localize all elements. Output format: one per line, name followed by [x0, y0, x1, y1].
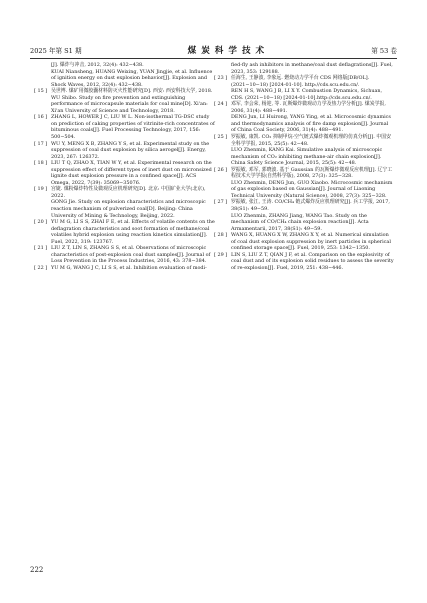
reference-entry	[34, 114, 216, 140]
reference-text: GONG Jie. Study on explosion characteristics and microscopic reaction mechanism of pulverized coal[D]. Beijing: China University of Mining & Technology, Beijing, 2022.	[51, 199, 206, 219]
reference-number: [ 24 ]	[214, 101, 228, 108]
reference-text: DENG Jun, LI Huirong, YANG Ying, et al. Microcosmic dynamics and thermodynamics analysis of fire damp explosion[J]. Journal of China Coal Society, 2006, 31(4): 488−491.	[231, 114, 391, 134]
reference-entry	[34, 186, 216, 219]
reference-entry	[34, 141, 216, 161]
reference-text: LIN S, LIU Z T, QIAN J F, et al. Comparison on the explosivity of coal dust and of its explosion solid residues to assess the severity of re-explosion[J]. Fuel, 2019, 251: 438−446.	[231, 251, 394, 271]
reference-number: [ 23 ]	[214, 75, 228, 82]
reference-number: [ 21 ]	[34, 245, 48, 252]
reference-entry	[214, 75, 394, 101]
reference-text: [J]. 爆炸与冲击, 2012, 32(4): 432−438.	[51, 62, 144, 68]
reference-number: [ 20 ]	[34, 219, 48, 226]
reference-text: YU M G, LI S S, ZHAI F E, et al. Effects of volatile contents on the deflagration characteristics and soot formation of methane/coal volatiles hybrid explosion using reaction kinetics simulation[J]. Fuel, 2022, 319: 123767.	[51, 219, 215, 245]
reference-number: [ 16 ]	[34, 114, 48, 121]
reference-text: WU Y, MENG X B, ZHANG Y S, et al. Experimental study on the suppression of coal dust explosion by silica aerogel[J]. Energy, 2023, 267: 126372.	[51, 140, 210, 160]
reference-number: [ 15 ]	[34, 88, 48, 95]
reference-entry	[214, 101, 394, 134]
reference-entry	[214, 134, 394, 167]
reference-text: LUO Zhenmin, KANG Kai. Simulative analysis of microscopic mechanism of CO₂ inhibiting methane-air chain explosion[J]. China Safety Science Journal, 2015, 25(5): 42−48.	[231, 147, 383, 167]
running-head	[30, 44, 397, 56]
reference-text: WU Shibo. Study on fire prevention and extinguishing performance of microcapsule materials for coal mine[D]. Xi'an: Xi'an University of Science and Technology, 2018.	[51, 94, 208, 114]
reference-text: LIU T Q, ZHAO X, TIAN W Y, et al. Experimental research on the suppression effect of different types of inert dust on micronsized lignite dust explosion pressure in a confined space[J]. ACS Omega, 2022, 7(39): 35069−35076.	[51, 160, 212, 186]
reference-text: REN H S, WANG J B, LI X Y. Combustion Dynamics, Sichuan, CDS. (2021−10−18) [2024-01-10].http://cds.scu.edu.cn/.	[231, 88, 383, 101]
reference-entry	[34, 265, 216, 272]
reference-number: [ 26 ]	[214, 166, 228, 173]
reference-text: WANG X, HUANG X W, ZHANG X Y, et al. Numerical simulation of coal dust explosion suppression by inert particles in spherical confined storage space[J]. Fuel, 2019, 253: 1342−1350.	[231, 232, 391, 252]
reference-entry	[34, 245, 216, 265]
reference-entry	[34, 88, 216, 114]
reference-number: [ 17 ]	[34, 140, 48, 147]
reference-text: 邓军, 李会荣, 杨迎, 等. 瓦斯爆炸微观动力学及热力学分析[J]. 煤炭学报, 2006, 31(4): 488−491.	[231, 101, 386, 114]
reference-list-left	[34, 88, 216, 271]
reference-text: ZHANG L, HOWER J C, LIU W L. Non-isothermal TG-DSC study on prediction of caking properties of vitrinite-rich concentrates of bituminous coals[J]. Fuel Processing Technology, 2017, 156: 500−504.	[51, 114, 215, 141]
continued-reference	[214, 62, 394, 75]
reference-number: [ 22 ]	[34, 264, 48, 271]
reference-entry	[214, 252, 394, 272]
reference-text: KUAI Niansheng, HUANG Weixing, YUAN Jingjie, et al. Influence of ignition energy on dust explosion behavior[J]. Explosion and Shock Waves, 2012, 32(4): 432−438.	[51, 68, 213, 88]
reference-entry	[214, 167, 394, 200]
reference-number: [ 27 ]	[214, 199, 228, 206]
header-rule	[30, 58, 397, 59]
reference-number: [ 25 ]	[214, 134, 228, 141]
reference-text: 罗振敏, 康凯. CO₂ 抑制甲烷-空气链式爆炸微观机理的仿真分析[J]. 中国安全科学学报, 2015, 25(5): 42−48.	[231, 134, 392, 147]
reference-text: 任海生, 王静波, 李象远. 燃烧动力学平台 CDS 网络版[DB/OL]. (2021−10−18) [2024-01-10]. http://cds.scu.edu.cn/.	[231, 75, 370, 88]
reference-text: fied-fly ash inhibitors in methane/coal dust deflagrations[J]. Fuel, 2023, 353: 129188.	[231, 62, 393, 75]
continued-reference	[34, 62, 216, 88]
reference-number: [ 19 ]	[34, 186, 48, 193]
reference-text: 吴世博. 煤矿用微胶囊材料防灭火性能研究[D]. 西安: 西安科技大学, 2018.	[51, 88, 213, 95]
left-column	[34, 62, 216, 272]
reference-number: [ 18 ]	[34, 160, 48, 167]
reference-entry	[34, 160, 216, 186]
reference-number: [ 28 ]	[214, 232, 228, 239]
reference-entry	[214, 199, 394, 232]
reference-text: 宫婕. 煤粉爆炸特性及微观反应机理研究[D]. 北京: 中国矿业大学(北京), 2022.	[51, 186, 206, 199]
right-column	[214, 62, 394, 272]
reference-text: LUO Zhenmin, ZHANG Jiang, WANG Tao. Study on the mechanism of CO/CH₄ chain explosion reaction[J]. Acta Armamentarii, 2017, 38(S1): 49−59.	[231, 212, 369, 232]
reference-list-right	[214, 75, 394, 271]
reference-text: LUO Zhenmin, DENG Jun, GUO Xiaobo. Microcosmic mechanism of gas explosion based on Gaussian[J]. Journal of Liaoning Technical University (Natural Science), 2008, 27(3): 325−328.	[231, 179, 393, 199]
reference-text: YU M G, WANG J C, LI S S, et al. Inhibition evaluation of modi-	[51, 264, 207, 271]
reference-text: 罗振敏, 张江, 王涛. CO/CH₄ 链式爆炸反应机理研究[J]. 兵工学报, 2017, 38(S1): 49−59.	[231, 199, 390, 213]
issue-label: 2025 年第 S1 期	[30, 47, 82, 55]
page-number: 222	[30, 566, 44, 574]
reference-text: 罗振敏, 邓军, 郭晓波. 基于 Gaussian 的瓦斯爆炸微观反应机理[J]. 辽宁工程技术大学学报(自然科学版), 2008, 27(3): 325−328.	[231, 166, 393, 180]
reference-number: [ 29 ]	[214, 251, 228, 258]
reference-entry	[214, 232, 394, 252]
reference-text: LIU Z T, LIN S, ZHANG S S, et al. Observations of microscopic characteristics of post-explosion coal dust samples[J]. Journal of Loss Prevention in the Process Industries, 2016, 43: 378−384.	[51, 245, 211, 265]
reference-entry	[34, 219, 216, 245]
volume-label: 第 53 卷	[371, 47, 397, 55]
journal-title: 煤 炭 科 学 技 术	[187, 46, 266, 56]
